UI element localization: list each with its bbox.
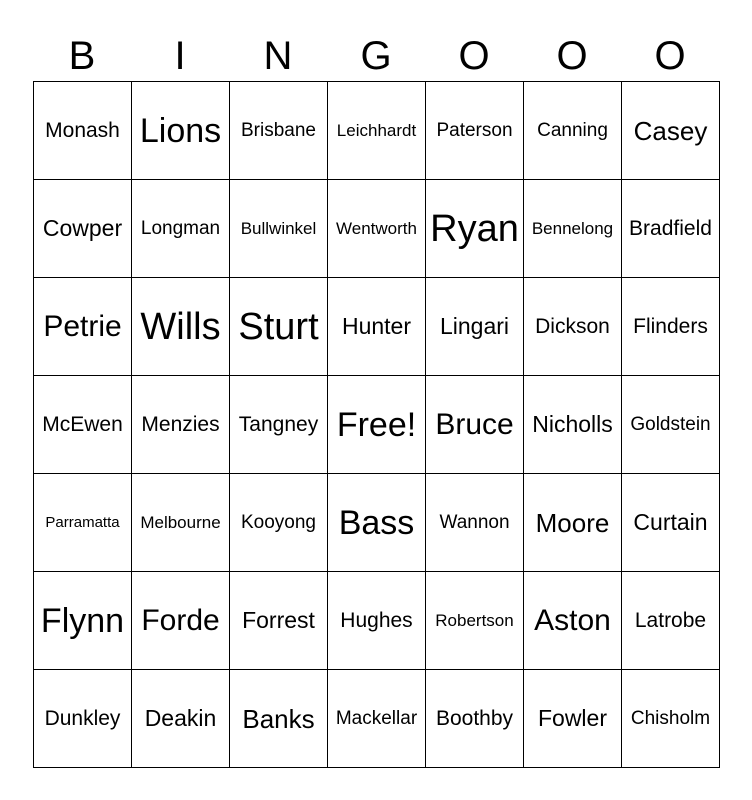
header-letter-b: B xyxy=(68,34,96,78)
bingo-cell[interactable]: Monash xyxy=(34,82,132,180)
bingo-cell[interactable]: Melbourne xyxy=(132,474,230,572)
bingo-cell[interactable]: Nicholls xyxy=(524,376,622,474)
header-letter-i: I xyxy=(174,34,186,78)
bingo-cell[interactable]: Goldstein xyxy=(622,376,720,474)
bingo-cell[interactable]: Tangney xyxy=(230,376,328,474)
bingo-cell[interactable]: Parramatta xyxy=(34,474,132,572)
bingo-cell[interactable]: Forde xyxy=(132,572,230,670)
free-space-cell[interactable]: Free! xyxy=(328,376,426,474)
bingo-cell[interactable]: Deakin xyxy=(132,670,230,768)
bingo-cell[interactable]: Flynn xyxy=(34,572,132,670)
bingo-cell[interactable]: Bruce xyxy=(426,376,524,474)
bingo-cell[interactable]: Aston xyxy=(524,572,622,670)
bingo-cell[interactable]: Casey xyxy=(622,82,720,180)
bingo-cell[interactable]: Dickson xyxy=(524,278,622,376)
bingo-cell[interactable]: Ryan xyxy=(426,180,524,278)
bingo-cell[interactable]: Dunkley xyxy=(34,670,132,768)
header-letter-o-1: O xyxy=(458,34,490,78)
header-letter-o-2: O xyxy=(556,34,588,78)
bingo-cell[interactable]: Cowper xyxy=(34,180,132,278)
bingo-cell[interactable]: Bass xyxy=(328,474,426,572)
bingo-cell[interactable]: Wentworth xyxy=(328,180,426,278)
bingo-cell[interactable]: Kooyong xyxy=(230,474,328,572)
bingo-cell[interactable]: Lingari xyxy=(426,278,524,376)
bingo-cell[interactable]: Flinders xyxy=(622,278,720,376)
bingo-cell[interactable]: Canning xyxy=(524,82,622,180)
header-letter-g: G xyxy=(360,34,392,78)
bingo-cell[interactable]: Menzies xyxy=(132,376,230,474)
bingo-cell[interactable]: Boothby xyxy=(426,670,524,768)
bingo-cell[interactable]: Brisbane xyxy=(230,82,328,180)
bingo-cell[interactable]: McEwen xyxy=(34,376,132,474)
bingo-cell[interactable]: Mackellar xyxy=(328,670,426,768)
bingo-header xyxy=(33,30,719,82)
header-letter-n: N xyxy=(263,34,293,78)
bingo-cell[interactable]: Hughes xyxy=(328,572,426,670)
bingo-cell[interactable]: Latrobe xyxy=(622,572,720,670)
bingo-cell[interactable]: Leichhardt xyxy=(328,82,426,180)
bingo-cell[interactable]: Wills xyxy=(132,278,230,376)
bingo-cell[interactable]: Petrie xyxy=(34,278,132,376)
bingo-cell[interactable]: Hunter xyxy=(328,278,426,376)
header-letter-o-3: O xyxy=(654,34,686,78)
bingo-cell[interactable]: Longman xyxy=(132,180,230,278)
bingo-cell[interactable]: Curtain xyxy=(622,474,720,572)
bingo-cell[interactable]: Sturt xyxy=(230,278,328,376)
bingo-cell[interactable]: Fowler xyxy=(524,670,622,768)
bingo-cell[interactable]: Paterson xyxy=(426,82,524,180)
bingo-cell[interactable]: Bennelong xyxy=(524,180,622,278)
bingo-cell[interactable]: Chisholm xyxy=(622,670,720,768)
bingo-cell[interactable]: Bullwinkel xyxy=(230,180,328,278)
bingo-cell[interactable]: Forrest xyxy=(230,572,328,670)
bingo-cell[interactable]: Bradfield xyxy=(622,180,720,278)
bingo-board xyxy=(33,81,720,768)
bingo-cell[interactable]: Robertson xyxy=(426,572,524,670)
bingo-cell[interactable]: Wannon xyxy=(426,474,524,572)
bingo-cell[interactable]: Lions xyxy=(132,82,230,180)
bingo-cell[interactable]: Moore xyxy=(524,474,622,572)
bingo-cell[interactable]: Banks xyxy=(230,670,328,768)
